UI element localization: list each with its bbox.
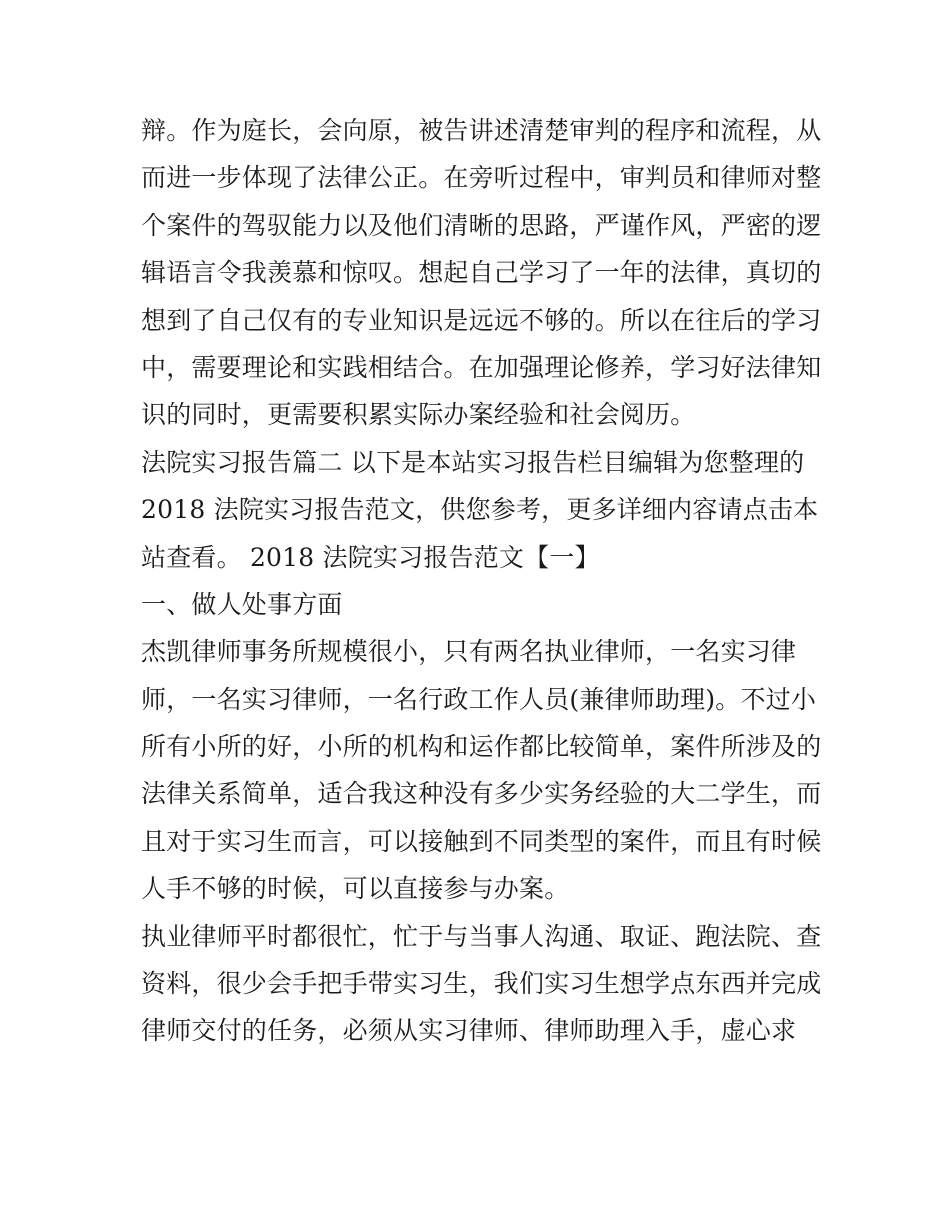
text-line: 而进一步体现了法律公正。在旁听过程中，审判员和律师对整 (141, 163, 822, 193)
section-heading: 一、做人处事方面 (141, 589, 343, 619)
text-line: 个案件的驾驭能力以及他们清晰的思路，严谨作风，严密的逻 (141, 210, 822, 240)
body-text (141, 107, 821, 1055)
text-line: 杰凯律师事务所规模很小，只有两名执业律师，一名实习律 (141, 637, 797, 667)
text-line: 且对于实习生而言，可以接触到不同类型的案件，而且有时候 (141, 826, 822, 856)
text-line: 法律关系简单，适合我这种没有多少实务经验的大二学生，而 (141, 779, 822, 809)
section-intro-line: 法院实习报告篇二 以下是本站实习报告栏目编辑为您整理的 (141, 447, 805, 477)
text-line: 辩。作为庭长，会向原，被告讲述清楚审判的程序和流程，从 (141, 116, 822, 145)
text-line: 2018 法院实习报告范文，供您参考，更多详细内容请点击本 (141, 495, 819, 525)
text-line: 想到了自己仅有的专业知识是远远不够的。所以在往后的学习 (141, 305, 822, 335)
text-line: 师，一名实习律师，一名行政工作人员(兼律师助理)。不过小 (141, 684, 817, 714)
text-line: 辑语言令我羡慕和惊叹。想起自己学习了一年的法律，真切的 (141, 258, 822, 288)
text-line: 执业律师平时都很忙，忙于与当事人沟通、取证、跑法院、查 (141, 921, 822, 951)
text-line: 律师交付的任务，必须从实习律师、律师助理入手，虚心求 (141, 1016, 797, 1046)
text-line: 所有小所的好，小所的机构和运作都比较简单，案件所涉及的 (141, 732, 822, 762)
text-line: 资料，很少会手把手带实习生，我们实习生想学点东西并完成 (141, 969, 822, 999)
text-line: 中，需要理论和实践相结合。在加强理论修养，学习好法律知 (141, 352, 822, 382)
text-line: 识的同时，更需要积累实际办案经验和社会阅历。 (141, 400, 696, 430)
text-line: 人手不够的时候，可以直接参与办案。 (141, 874, 570, 904)
text-line: 站查看。 2018 法院实习报告范文【一】 (141, 542, 600, 572)
